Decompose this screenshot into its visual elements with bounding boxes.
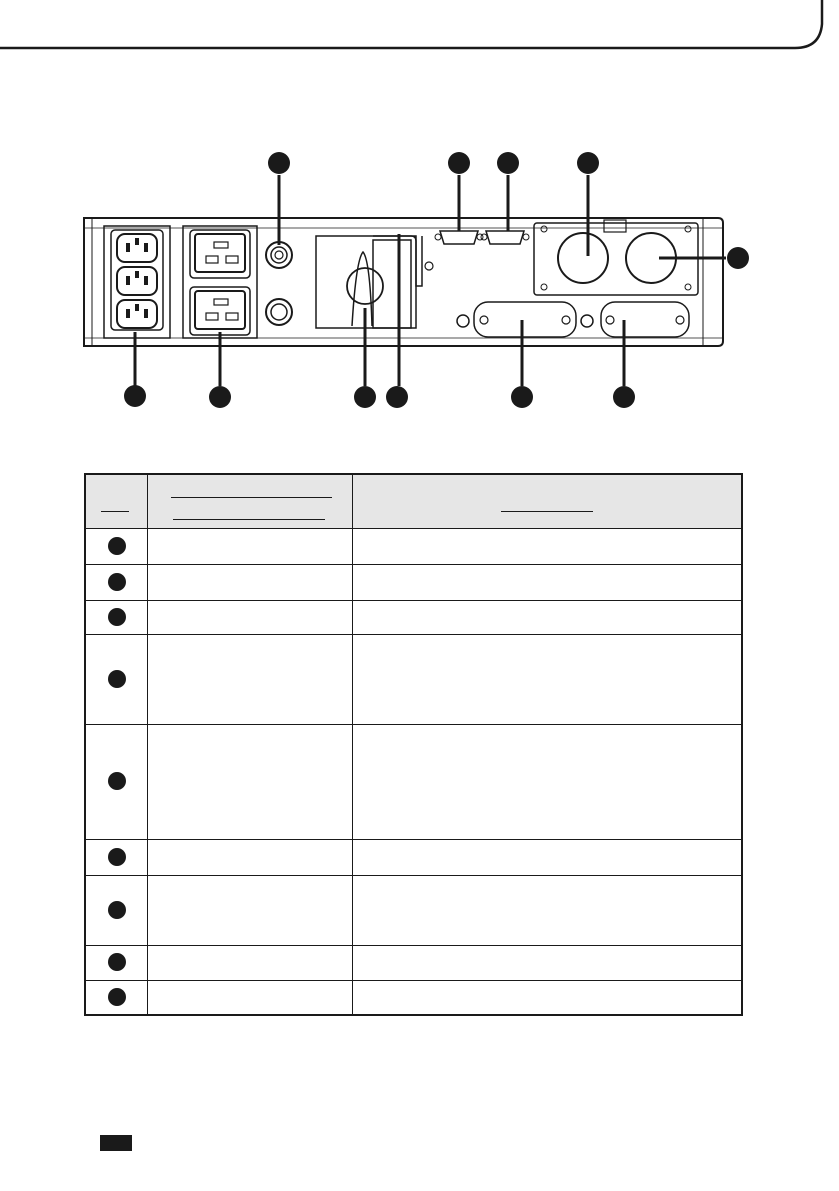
slot-cover-left-callout (511, 320, 533, 408)
legend-table (84, 473, 743, 1016)
bracket-callout (386, 234, 408, 408)
legend-row (85, 839, 742, 875)
page-number-marker (100, 1135, 132, 1151)
legend-name-cell (148, 528, 353, 564)
callout-markers (124, 152, 749, 408)
rear-panel-diagram (0, 0, 839, 420)
legend-marker (108, 988, 126, 1006)
legend-description-cell (353, 634, 743, 724)
legend-marker-cell (85, 528, 148, 564)
legend-name-cell (148, 600, 353, 634)
legend-description-cell (353, 600, 743, 634)
round-cover-callout (577, 152, 599, 256)
legend-marker-cell (85, 945, 148, 980)
legend-name-cell (148, 875, 353, 945)
ups-chassis (84, 218, 723, 346)
description-column-header (353, 474, 743, 528)
legend-description-cell (353, 839, 743, 875)
legend-description-cell (353, 724, 743, 839)
legend-marker-cell (85, 564, 148, 600)
legend-marker-cell (85, 634, 148, 724)
round-connectors (266, 242, 292, 325)
upper-c13-outlets-callout (124, 332, 146, 407)
right-round-cover-callout (659, 247, 749, 269)
serial-port-1-callout (448, 152, 470, 231)
c13-outlet-group (104, 226, 170, 338)
legend-marker (108, 772, 126, 790)
c19-outlets-callout (209, 332, 231, 408)
legend-name-cell (148, 839, 353, 875)
legend-description-cell (353, 875, 743, 945)
legend-marker (108, 537, 126, 555)
circuit-breaker-callout (268, 152, 290, 245)
name-header-rule-2 (173, 519, 325, 520)
name-column-header (148, 474, 353, 528)
description-header-rule (501, 511, 593, 512)
legend-name-cell (148, 634, 353, 724)
legend-row (85, 724, 742, 839)
legend-row (85, 528, 742, 564)
legend-marker-cell (85, 839, 148, 875)
legend-marker (108, 901, 126, 919)
serial-ports (435, 231, 529, 244)
legend-name-cell (148, 945, 353, 980)
legend-marker (108, 953, 126, 971)
legend-row (85, 980, 742, 1015)
legend-header-row (85, 474, 742, 528)
legend-marker (108, 848, 126, 866)
legend-marker (108, 670, 126, 688)
slot-covers (457, 302, 689, 337)
legend-description-cell (353, 564, 743, 600)
number-header-rule (101, 511, 129, 512)
legend-description-cell (353, 980, 743, 1015)
legend-row (85, 564, 742, 600)
legend-row (85, 600, 742, 634)
slot-cover-right-callout (613, 320, 635, 408)
legend-row (85, 634, 742, 724)
legend-marker-cell (85, 600, 148, 634)
legend-description-cell (353, 945, 743, 980)
breaker-panel (316, 236, 433, 328)
legend-marker-cell (85, 980, 148, 1015)
legend-marker (108, 608, 126, 626)
legend-description-cell (353, 528, 743, 564)
legend-row (85, 945, 742, 980)
legend-name-cell (148, 980, 353, 1015)
legend-marker-cell (85, 875, 148, 945)
legend-name-cell (148, 564, 353, 600)
legend-marker-cell (85, 724, 148, 839)
legend-name-cell (148, 724, 353, 839)
legend-marker (108, 573, 126, 591)
c19-outlet-group (183, 226, 257, 338)
number-column-header (85, 474, 148, 528)
serial-port-2-callout (497, 152, 519, 231)
legend-row (85, 875, 742, 945)
name-header-rule-1 (171, 497, 332, 498)
